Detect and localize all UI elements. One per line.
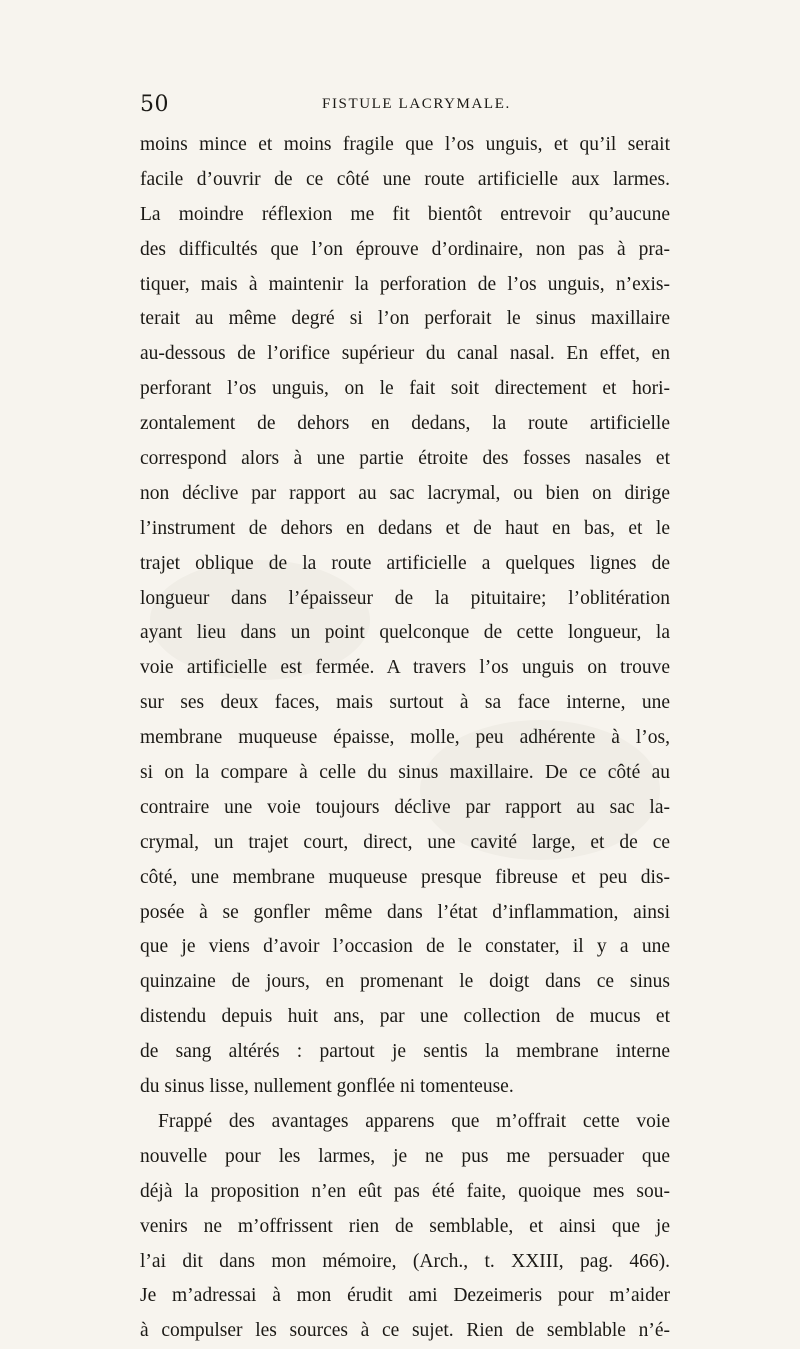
text-line: membrane muqueuse épaisse, molle, peu adhérente à l’os, (140, 727, 670, 749)
page-header (140, 92, 670, 120)
text-line: sur ses deux faces, mais surtout à sa face interne, une (140, 692, 670, 714)
body-text (140, 128, 670, 1349)
text-line: déjà la proposition n’en eût pas été faite, quoique mes sou- (140, 1180, 670, 1202)
text-line: facile d’ouvrir de ce côté une route artificielle aux larmes. (140, 168, 670, 190)
text-line: moins mince et moins fragile que l’os unguis, et qu’il serait (140, 134, 670, 155)
text-line: l’ai dit dans mon mémoire, (Arch., t. XXIII, pag. 466). (140, 1250, 670, 1272)
text-line: perforant l’os unguis, on le fait soit directement et hori- (140, 378, 670, 400)
text-line: trajet oblique de la route artificielle a quelques lignes de (140, 552, 670, 574)
text-line: au-dessous de l’orifice supérieur du canal nasal. En effet, en (140, 343, 670, 365)
text-line: La moindre réflexion me fit bientôt entrevoir qu’aucune (140, 203, 670, 225)
text-line: quinzaine de jours, en promenant le doigt dans ce sinus (140, 971, 670, 993)
text-line: venirs ne m’offrissent rien de semblable, et ainsi que je (140, 1215, 670, 1237)
text-line: nouvelle pour les larmes, je ne pus me persuader que (140, 1145, 670, 1167)
text-line: du sinus lisse, nullement gonflée ni tomenteuse. (140, 1076, 514, 1098)
text-line: Frappé des avantages apparens que m’offrait cette voie (158, 1110, 670, 1132)
text-line: côté, une membrane muqueuse presque fibreuse et peu dis- (140, 866, 670, 888)
text-line: que je viens d’avoir l’occasion de le constater, il y a une (140, 936, 670, 958)
text-line: distendu depuis huit ans, par une collection de mucus et (140, 1006, 670, 1028)
text-line: Je m’adressai à mon érudit ami Dezeimeris pour m’aider (140, 1285, 670, 1307)
text-line: non déclive par rapport au sac lacrymal, ou bien on dirige (140, 482, 670, 504)
text-line: tiquer, mais à maintenir la perforation de l’os unguis, n’exis- (140, 273, 670, 295)
text-line: voie artificielle est fermée. A travers l’os unguis on trouve (140, 657, 670, 679)
text-line: zontalement de dehors en dedans, la route artificielle (140, 413, 670, 435)
text-line: crymal, un trajet court, direct, une cavité large, et de ce (140, 831, 670, 853)
running-title: FISTULE LACRYMALE. (322, 96, 511, 112)
text-line: l’instrument de dehors en dedans et de haut en bas, et le (140, 517, 670, 539)
text-line: de sang altérés : partout je sentis la membrane interne (140, 1041, 670, 1063)
text-line: longueur dans l’épaisseur de la pituitaire; l’oblitération (140, 587, 670, 609)
text-line: contraire une voie toujours déclive par rapport au sac la- (140, 796, 670, 818)
text-line: ayant lieu dans un point quelconque de cette longueur, la (140, 622, 670, 644)
text-line: des difficultés que l’on éprouve d’ordinaire, non pas à pra- (140, 238, 670, 260)
text-line: à compulser les sources à ce sujet. Rien de semblable n’é- (140, 1320, 670, 1342)
text-line: si on la compare à celle du sinus maxillaire. De ce côté au (140, 762, 670, 784)
text-line: correspond alors à une partie étroite des fosses nasales et (140, 448, 670, 470)
page-number: 50 (140, 92, 169, 117)
text-line: terait au même degré si l’on perforait le sinus maxillaire (140, 308, 670, 330)
text-line: posée à se gonfler même dans l’état d’inflammation, ainsi (140, 901, 670, 923)
